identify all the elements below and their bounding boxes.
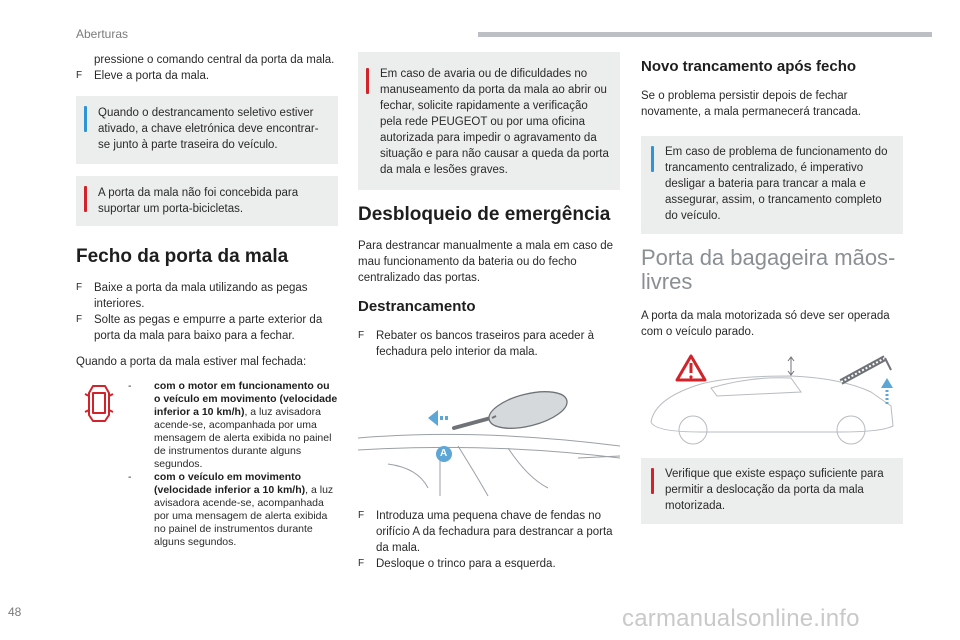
bullet-mark: F	[76, 314, 83, 325]
info-text: Quando o destrancamento seletivo estiver ativado, a chave eletrónica deve encontrar-se junto à parte traseira do veículo.	[98, 107, 319, 151]
handsfree-text: A porta da mala motorizada só deve ser operada com o veículo parado.	[641, 310, 890, 338]
lock-figure	[358, 368, 620, 498]
info-box-central-locking	[641, 136, 903, 234]
bullet-mark: F	[358, 330, 365, 341]
bullet-mark: F	[358, 558, 365, 569]
car-door-open-icon	[84, 382, 114, 429]
when-closed-text: Quando a porta da mala estiver mal fechada:	[76, 356, 307, 368]
bullet-lift	[76, 68, 338, 84]
item-text: , a luz avisadora acende-se, acompanhada por uma mensagem de alerta exibida no painel de instrumentos durante alguns segundos.	[154, 406, 332, 470]
header-bar	[478, 32, 932, 37]
closing-title: Fecho da porta da mala	[76, 246, 289, 267]
bullet-push	[76, 312, 338, 344]
unlock-title: Destrancamento	[358, 298, 476, 315]
relock-text: Se o problema persistir depois de fechar novamente, a mala permanecerá trancada.	[641, 90, 861, 118]
bullet-latch	[358, 556, 620, 572]
watermark: carmanualsonline.info	[622, 605, 860, 632]
bullet-screwdriver-text: Introduza uma pequena chave de fendas no orifício A da fechadura para destrancar a porta da mala.	[376, 510, 613, 554]
bullet-mark: F	[358, 510, 365, 521]
bullet-lower	[76, 280, 338, 312]
screwdriver-icon	[454, 385, 571, 435]
bullet-push-text: Solte as pegas e empurre a parte exterior da porta da mala para baixo para a fechar.	[94, 314, 323, 342]
column-left	[76, 52, 338, 630]
section-label: Aberturas	[76, 27, 129, 41]
info-bar	[651, 146, 654, 172]
item-bold: com o veículo em movimento (velocidade inferior a 10 km/h)	[154, 471, 306, 496]
bullet-mark: F	[76, 282, 83, 293]
info-text: Em caso de problema de funcionamento do trancamento centralizado, é imperativo desligar a bateria para trancar a mala e assegurar, assim, o trancamento completo do veículo.	[665, 146, 888, 222]
info-bar	[84, 106, 87, 132]
bullet-lift-text: Eleve a porta da mala.	[94, 70, 210, 82]
warning-box-bike-rack	[76, 176, 338, 226]
arrow-left-icon	[428, 410, 448, 426]
screwdriver-illustration	[358, 368, 620, 498]
bullet-screwdriver	[358, 508, 620, 556]
emergency-title: Desbloqueio de emergência	[358, 204, 611, 225]
car-figure	[641, 354, 903, 454]
column-middle	[358, 52, 620, 572]
bullet-seats-text: Rebater os bancos traseiros para aceder à fechadura pelo interior da mala.	[376, 330, 594, 358]
open-trunk-warning	[76, 380, 338, 630]
bullet-latch-text: Desloque o trinco para a esquerda.	[376, 558, 556, 570]
car-trunk-illustration	[641, 354, 903, 454]
intro-continuation: pressione o comando central da porta da mala.	[94, 54, 335, 66]
warning-item-moving	[128, 471, 338, 549]
warning-box-malfunction	[358, 52, 620, 190]
warning-bar	[366, 68, 369, 94]
warning-text: Em caso de avaria ou de dificuldades no manuseamento da porta da mala ao abrir ou fechar, solicite rapidamente a verificação pela rede PEUGEOT ou por uma oficina autorizada para impedir o agravamento da situação e para não causar a queda da porta da mala e lesões graves.	[380, 68, 609, 176]
bullet-seats	[358, 328, 620, 360]
page-number: 48	[8, 605, 22, 619]
height-arrow-icon	[788, 357, 794, 375]
warning-bar	[84, 186, 87, 212]
warning-text: Verifique que existe espaço suficiente para permitir a deslocação da porta da mala motorizada.	[665, 468, 884, 512]
warning-item-engine	[128, 380, 338, 471]
item-dash: -	[128, 380, 132, 392]
label-a: A	[440, 448, 448, 459]
warning-triangle-icon	[677, 356, 705, 380]
warning-bar	[651, 468, 654, 494]
warning-text: A porta da mala não foi concebida para suportar um porta-bicicletas.	[98, 187, 299, 215]
relock-title: Novo trancamento após fecho	[641, 58, 857, 75]
bullet-mark: F	[76, 70, 83, 81]
item-bold: com o motor em funcionamento ou o veículo em movimento (velocidade inferior a 10 km/h)	[154, 380, 338, 418]
item-text: , a luz avisadora acende-se, acompanhada por uma mensagem de alerta exibida no painel de instrumentos durante alguns segundos.	[154, 484, 334, 548]
emergency-text: Para destrancar manualmente a mala em caso de mau funcionamento da bateria ou do fecho centralizado das portas.	[358, 240, 614, 284]
column-right	[641, 52, 903, 524]
warning-box-space	[641, 458, 903, 524]
item-dash: -	[128, 471, 132, 483]
tailgate-open-icon	[841, 358, 891, 382]
bullet-lower-text: Baixe a porta da mala utilizando as pegas interiores.	[94, 282, 308, 310]
warning-items	[128, 380, 338, 549]
handsfree-title: Porta da bagageira mãos-livres	[641, 245, 896, 294]
info-box-selective-unlock	[76, 96, 338, 164]
